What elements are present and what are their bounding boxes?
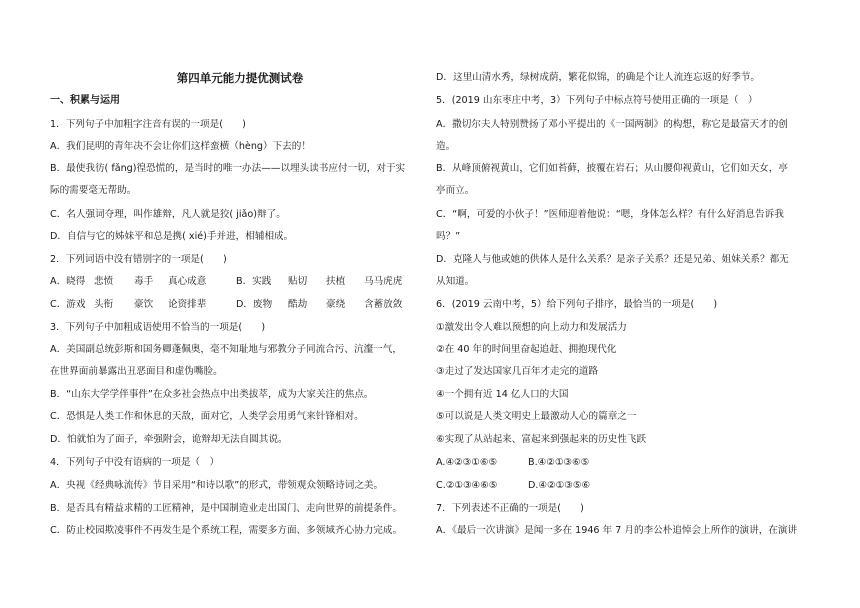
q5-option-b: B．从峰顶俯视黄山，它们如苔藓，披覆在岩石；从山腰仰视黄山，它们如天女，亭: [436, 163, 788, 174]
q6-item-4: ④一个拥有近 14 亿人口的大国: [436, 389, 569, 400]
q6-opt: A.④②③①⑥⑤: [436, 457, 498, 468]
page-title: 第四单元能力提优测试卷: [176, 71, 304, 85]
q2-opt: 马马虎虎: [364, 276, 403, 287]
q3-option-a-cont: 在世界面前暴露出丑恶面目和虚伪嘴脸。: [50, 366, 223, 377]
question-3: 3．下列句子中加粗成语使用不恰当的一项是( ): [50, 322, 266, 333]
q1-option-a: A．我们昆明的青年决不会让你们这样蛮横（hèng）下去的！: [50, 141, 311, 152]
q4-option-a: A．央视《经典咏流传》节目采用“和诗以歌”的形式，带领观众领略诗词之美。: [50, 480, 384, 491]
q4-option-c: C．防止校园欺凌事件不再发生是个系统工程，需要多方面、多领域齐心协力完成。: [50, 525, 403, 536]
q6-opt: D.④②①③⑤⑥: [528, 480, 591, 491]
q1-option-b-cont: 际的需要毫无帮助。: [50, 185, 137, 196]
q2-opt: 悲愤: [94, 276, 114, 287]
q3-option-c: C．恐惧是人类工作和休息的天敌，面对它，人类学会用勇气来针锋相对。: [50, 411, 364, 422]
question-5: 5．(2019 山东枣庄中考，3）下列句子中标点符号使用正确的一项是（ ）: [436, 95, 758, 106]
q1-option-c: C．名人强词夺理，叫作雄辩，凡人就是狡( jiǎo)辩了。: [50, 209, 286, 220]
q6-item-5: ⑤可以说是人类文明史上最激动人心的篇章之一: [436, 411, 637, 422]
q2-opt: 酷劫: [288, 299, 308, 310]
q2-opt: 豪饮: [134, 299, 154, 310]
q2-options-row1: [50, 275, 402, 289]
q2-opt: 贴切: [288, 276, 308, 287]
q6-options-row2: [436, 479, 590, 493]
q2-opt: C．游戏: [50, 299, 86, 310]
q2-opt: 头衔: [94, 299, 114, 310]
q5-option-c: C．“啊，可爱的小伙子！”医师迎着他说：“嗯，身体怎么样？有什么好消息告诉我: [436, 209, 784, 220]
q5-option-d-cont: 从知道。: [436, 276, 475, 287]
question-7: 7．下列表述不正确的一项是( ): [436, 503, 584, 514]
q1-option-b: B．最使我彷( fǎng)徨恐慌的，是当时的唯一办法——以埋头读书应付一切，对于实: [50, 163, 406, 174]
q5-option-a: A．撒切尔夫人特别赞扬了邓小平提出的《一国两制》的构想，称它是最富天才的创: [436, 119, 788, 130]
question-2: 2．下列词语中没有错别字的一项是( ): [50, 254, 227, 265]
q2-opt: A．晓得: [50, 276, 86, 287]
q2-opt: D．废物: [236, 299, 273, 310]
q2-opt: 论资排辈: [168, 299, 207, 310]
q1-option-d: D．自信与它的姊妹平和总是携( xié)手并进，相辅相成。: [50, 231, 294, 242]
q5-option-c-cont: 吗？”: [436, 231, 461, 242]
q3-option-a: A．美国副总统彭斯和国务卿蓬佩奥，毫不知耻地与邪教分子同流合污、沆瀣一气，: [50, 344, 402, 355]
q4-option-d: D．这里山清水秀，绿树成荫，繁花似锦，的确是个让人流连忘返的好季节。: [436, 72, 760, 83]
q3-option-d: D．怕就怕为了面子，牵强附会，诡辩却无法自圆其说。: [50, 434, 288, 445]
q2-opt: 含蓄放敛: [364, 299, 403, 310]
q6-item-3: ③走过了发达国家几百年才走完的道路: [436, 366, 599, 377]
q5-option-d: D．克隆人与他或她的供体人是什么关系？是亲子关系？还是兄弟、姐妹关系？都无: [436, 254, 789, 265]
q2-opt: 豪绕: [326, 299, 346, 310]
question-4: 4．下列句子中没有语病的一项是（ ）: [50, 457, 220, 468]
question-1: 1．下列句子中加粗字注音有误的一项是( ): [50, 119, 246, 130]
q2-opt: 毒手: [134, 276, 154, 287]
q2-opt: B．实践: [236, 276, 272, 287]
q6-item-1: ①激发出令人难以预想的向上动力和发展活力: [436, 322, 627, 333]
q6-opt: C.②①③④⑥⑤: [436, 480, 498, 491]
q3-option-b: B．“山东大学学伴事件”在众多社会热点中出类拔萃，成为大家关注的焦点。: [50, 389, 374, 400]
q6-item-6: ⑥实现了从站起来、富起来到强起来的历史性飞跃: [436, 434, 647, 445]
q5-option-a-cont: 造。: [436, 141, 456, 152]
q6-options-row1: [436, 456, 589, 470]
q2-opt: 扶植: [326, 276, 346, 287]
q4-option-b: B．是否具有精益求精的工匠精神，是中国制造业走出国门、走向世界的前提条件。: [50, 503, 402, 514]
q2-options-row2: [50, 298, 402, 312]
section-heading: 一、积累与运用: [50, 95, 120, 106]
q6-item-2: ②在 40 年的时间里奋起追赶、拥抱现代化: [436, 344, 617, 355]
q5-option-b-cont: 亭而立。: [436, 185, 475, 196]
q7-option-a: A．《最后一次讲演》是闻一多在 1946 年 7 月的李公朴追悼会上所作的演讲，在演讲: [436, 525, 798, 536]
q2-opt: 真心成意: [168, 276, 207, 287]
question-6: 6．(2019 云南中考，5）给下列句子排序，最恰当的一项是( ): [436, 299, 718, 310]
q6-opt: B.④②①③⑥⑤: [528, 457, 590, 468]
